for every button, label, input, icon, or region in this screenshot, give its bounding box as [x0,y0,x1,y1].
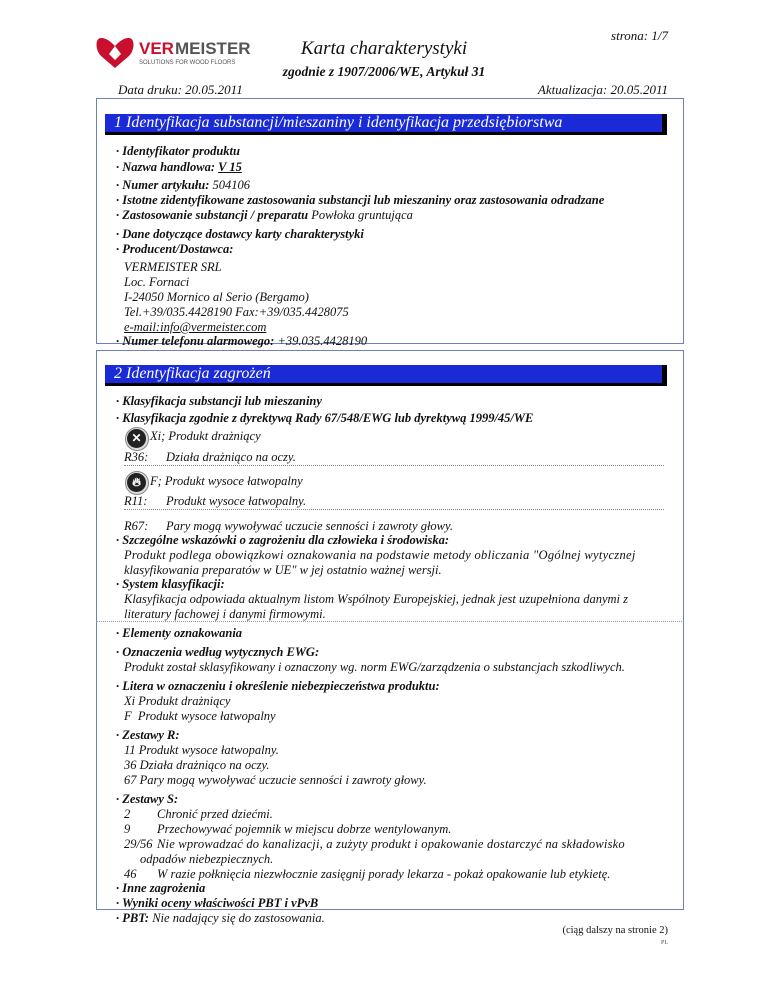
update-date: Aktualizacja: 20.05.2011 [537,82,668,97]
s2-s2956-text-2: odpadów niebezpiecznych. [140,852,274,866]
flammable-pictogram: 🔥︎ [125,471,149,495]
irritant-pictogram: ✕ [125,427,149,451]
s2-r67-phrase: 67 Pary mogą wywoływać uczucie senności i zawroty głowy. [124,773,427,787]
svg-text:VER: VER [139,39,174,58]
s1-email-link[interactable]: e-mail:info@vermeister.com [124,320,267,334]
s2-classification: · Klasyfikacja substancji lub mieszaniny [116,394,322,408]
s2-r11-code: R11: [124,494,148,508]
s2-xi-label: Xi; Produkt drażniący [150,429,261,443]
print-date: Data druku: 20.05.2011 [118,82,243,97]
s2-label-elements: · Elementy oznakowania [116,626,243,640]
s2-eec-labels: · Oznaczenia według wytycznych EWG: [116,645,320,659]
s2-other-hazards: · Inne zagrożenia [116,881,206,895]
s1-address-city: I-24050 Mornico al Serio (Bergamo) [124,290,309,304]
s2-hazard-f: F Produkt wysoce łatwopalny [124,709,276,723]
subsection-divider [96,621,682,622]
s1-address-phone: Tel.+39/035.4428190 Fax:+39/035.4428075 [124,305,349,319]
language-code: PL [660,940,668,946]
s2-directive: · Klasyfikacja zgodnie z dyrektywą Rady 67/548/EWG lub dyrektywą 1999/45/WE [116,411,534,425]
s2-r11-phrase: 11 Produkt wysoce łatwopalny. [124,743,279,757]
s2-s46-text: W razie połknięcia niezwłocznie zasięgnij porady lekarza - pokaż opakowanie lub etykietę. [157,867,611,881]
s2-pbt: · PBT: Nie nadający się do zastosowania. [116,911,325,925]
s2-s2956-text: Nie wprowadzać do kanalizacji, a zużyty produkt i opakowanie dostarczyć na składowisko [157,837,625,851]
s2-r67-text: Pary mogą wywoływać uczucie senności i zawroty głowy. [166,519,453,533]
s1-address-street: Loc. Fornaci [124,275,190,289]
s2-r67-code: R67: [124,519,149,533]
s2-classification-system-text-2: literatury fachowej i danymi firmowymi. [124,607,326,621]
page-number: strona: 1/7 [611,28,668,43]
s2-special-hazards: · Szczególne wskazówki o zagrożeniu dla człowieka i środowiska: [116,533,450,547]
svg-text:SOLUTIONS FOR WOOD FLOORS: SOLUTIONS FOR WOOD FLOORS [139,60,236,66]
s2-r-phrases: · Zestawy R: [116,728,180,742]
divider-dots [124,509,664,510]
s2-s46-code: 46 [124,867,137,881]
s1-identifier: · Identyfikator produktu [116,144,240,158]
s1-supplier-details: · Dane dotyczące dostawcy karty charakterystyki [116,227,364,241]
s2-s9-code: 9 [124,822,131,836]
s1-emergency-phone: · Numer telefonu alarmowego: +39.035.4428190 [116,334,368,348]
s2-r36-phrase: 36 Działa drażniąco na oczy. [124,758,270,772]
s2-r36-code: R36: [124,450,149,464]
s2-r36-text: Działa drażniąco na oczy. [166,450,296,464]
divider-dots [124,465,664,466]
s2-s9-text: Przechowywać pojemnik w miejscu dobrze wentylowanym. [157,822,452,836]
document-title: Karta charakterystyki [300,38,468,59]
s2-s-phrases: · Zestawy S: [116,792,179,806]
s2-classification-system-text-1: Klasyfikacja odpowiada aktualnym listom Wspólnoty Europejskiej, jednak jest uzupełniona danymi z [124,592,628,606]
s2-eec-labels-text: Produkt został sklasyfikowany i oznaczony wg. norm EWG/zarządzenia o substancjach szkodliwych. [124,660,625,674]
s2-hazard-xi: Xi Produkt drażniący [124,694,231,708]
section-1-title: 1 Identyfikacja substancji/mieszaniny i identyfikacja przedsiębiorstwa [105,114,667,135]
s2-r11-text: Produkt wysoce łatwopalny. [166,494,307,508]
s1-trade-name: · Nazwa handlowa: V 15 [116,160,242,174]
section-2-title: 2 Identyfikacja zagrożeń [105,365,667,386]
s1-article-number: · Numer artykułu: 504106 [116,178,251,192]
s2-s2-text: Chronić przed dziećmi. [157,807,273,821]
s2-f-label: F; Produkt wysoce łatwopalny [150,474,303,488]
s1-producer-label: · Producent/Dostawca: [116,242,234,256]
s1-uses: · Istotne zidentyfikowane zastosowania substancji lub mieszaniny oraz zastosowania odradzane [116,193,605,207]
s2-s2956-code: 29/56 [124,837,153,851]
s2-hazard-letters: · Litera w oznaczeniu i określenie niebezpieczeństwa produktu: [116,679,440,693]
s1-application: · Zastosowanie substancji / preparatu Powłoka gruntująca [116,208,413,222]
s2-special-hazards-text-2: klasyfikowania preparatów w UE" w jej ostatnio ważnej wersji. [124,563,442,577]
s2-s2-code: 2 [124,807,131,821]
svg-text:MEISTER: MEISTER [175,39,251,58]
s2-special-hazards-text-1: Produkt podlega obowiązkowi oznakowania na podstawie metody obliczania "Ogólnej wytycznej [124,548,636,562]
s2-classification-system: · System klasyfikacji: [116,577,225,591]
document-subtitle: zgodnie z 1907/2006/WE, Artykuł 31 [282,64,486,79]
s2-pbt-results: · Wyniki oceny właściwości PBT i vPvB [116,896,319,910]
continued-note: (ciąg dalszy na stronie 2) [562,925,668,936]
s1-address-company: VERMEISTER SRL [124,260,222,274]
